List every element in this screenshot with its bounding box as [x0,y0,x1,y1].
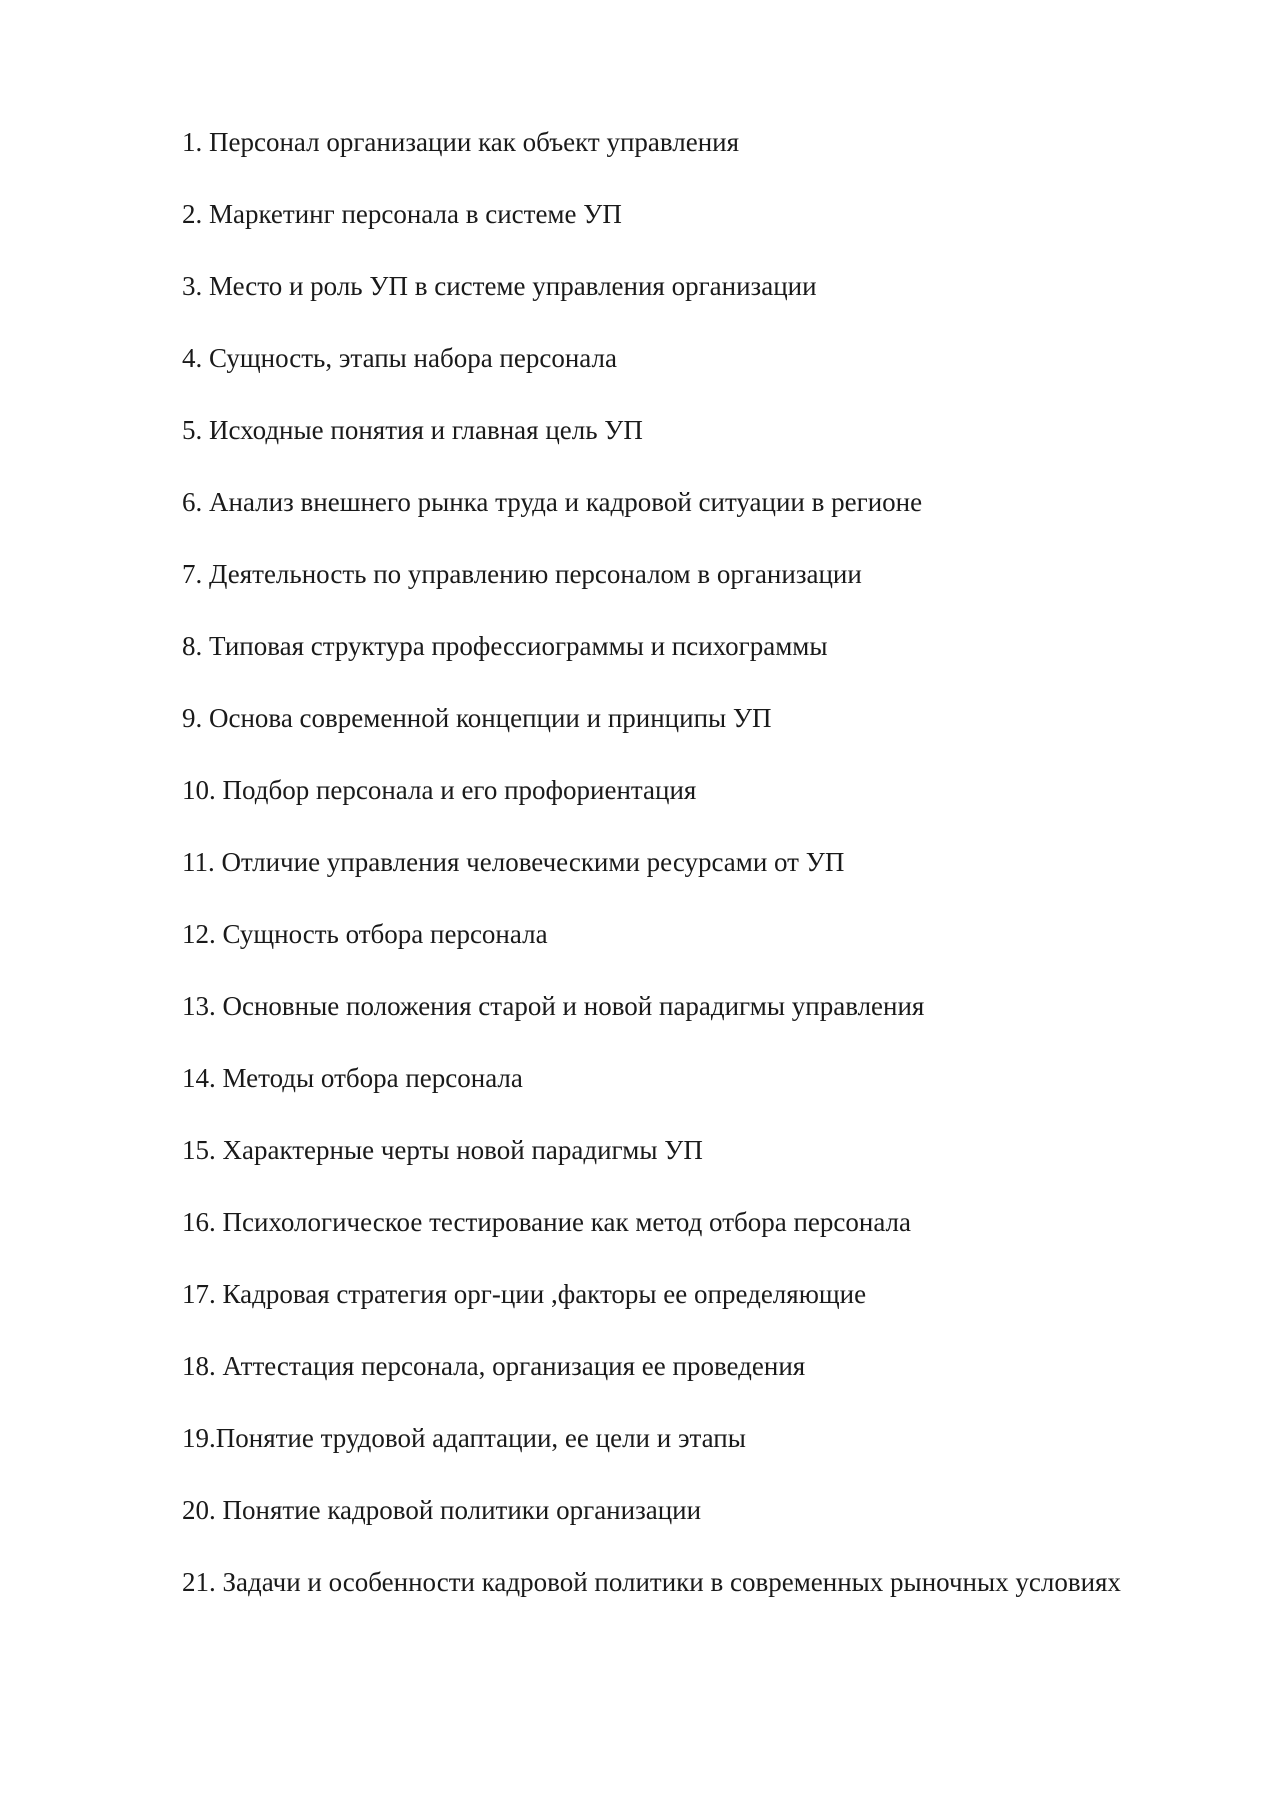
list-item: 2. Маркетинг персонала в системе УП [182,199,622,229]
list-item: 9. Основа современной концепции и принципы УП [182,703,772,733]
list-item: 3. Место и роль УП в системе управления организации [182,271,817,301]
list-item: 4. Сущность, этапы набора персонала [182,343,617,373]
list-item: 1. Персонал организации как объект управления [182,127,740,157]
list-item: 16. Психологическое тестирование как метод отбора персонала [182,1207,912,1237]
list-item: 13. Основные положения старой и новой парадигмы управления [182,991,925,1021]
list-item: 6. Анализ внешнего рынка труда и кадровой ситуации в регионе [182,487,923,517]
list-item: 15. Характерные черты новой парадигмы УП [182,1135,703,1165]
list-item: 11. Отличие управления человеческими ресурсами от УП [182,847,845,877]
list-item: 18. Аттестация персонала, организация ее проведения [182,1351,806,1381]
list-item: 7. Деятельность по управлению персоналом в организации [182,559,862,589]
list-item: 10. Подбор персонала и его профориентация [182,775,697,805]
question-list [182,118,1122,1631]
list-item: 14. Методы отбора персонала [182,1063,523,1093]
list-item: 5. Исходные понятия и главная цель УП [182,415,643,445]
list-item: 17. Кадровая стратегия орг-ции ,факторы ее определяющие [182,1279,867,1309]
list-item: 8. Типовая структура профессиограммы и психограммы [182,631,828,661]
list-item: 12. Сущность отбора персонала [182,919,548,949]
list-item: 20. Понятие кадровой политики организации [182,1495,702,1525]
list-item: 19.Понятие трудовой адаптации, ее цели и этапы [182,1423,746,1453]
list-item: 21. Задачи и особенности кадровой политики в современных рыночных условиях [182,1567,1121,1597]
